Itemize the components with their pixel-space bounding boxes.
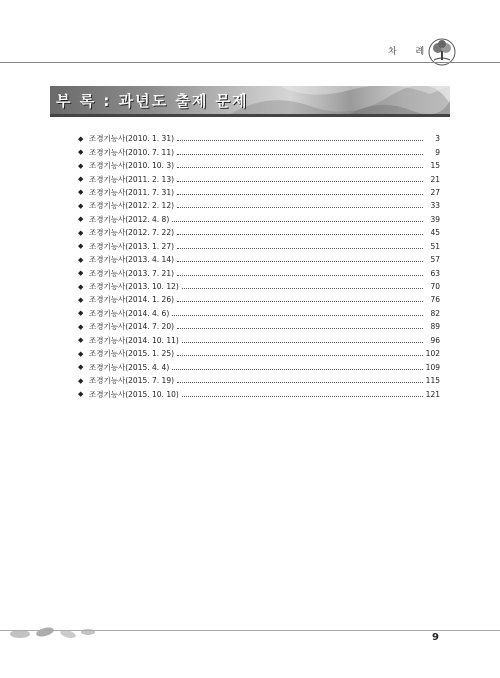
toc-entry — [78, 334, 440, 347]
toc-entry-label: 조경기능사(2013. 4. 14) — [89, 255, 175, 265]
diamond-bullet-icon: ◆ — [78, 242, 84, 251]
banner-title: 부 록 : 과년도 출제 문제 — [56, 92, 249, 110]
toc-entry — [78, 360, 440, 373]
toc-entry — [78, 172, 440, 185]
section-banner — [50, 86, 450, 117]
toc-dot-leader — [177, 328, 423, 329]
toc-entry-label: 조경기능사(2014. 4. 6) — [89, 308, 170, 318]
toc-entry-page: 115 — [425, 376, 440, 386]
toc-entry-label: 조경기능사(2015. 7. 19) — [89, 376, 175, 386]
header-section-label: 차 례 — [388, 47, 433, 57]
toc-entry-page: 45 — [430, 228, 440, 238]
toc-entry-page: 21 — [430, 174, 440, 184]
toc-dot-leader — [177, 207, 423, 208]
toc-entry — [78, 240, 440, 253]
toc-entry-label: 조경기능사(2014. 7. 20) — [89, 322, 175, 332]
toc-entry-label: 조경기능사(2014. 1. 26) — [89, 295, 175, 305]
toc-entry — [78, 266, 440, 279]
toc-entry-page: 39 — [430, 214, 440, 224]
toc-entry-label: 조경기능사(2013. 10. 12) — [89, 282, 179, 292]
toc-entry-label: 조경기능사(2012. 2. 12) — [89, 201, 175, 211]
diamond-bullet-icon: ◆ — [78, 322, 84, 331]
toc-entry — [78, 307, 440, 320]
toc-entry — [78, 145, 440, 158]
toc-entry — [78, 320, 440, 333]
toc-dot-leader — [172, 369, 422, 370]
diamond-bullet-icon: ◆ — [78, 201, 84, 210]
toc-entry-label: 조경기능사(2010. 7. 11) — [89, 147, 175, 157]
toc-entry-page: 109 — [425, 362, 440, 372]
toc-entry — [78, 213, 440, 226]
toc-entry-page: 33 — [430, 201, 440, 211]
diamond-bullet-icon: ◆ — [78, 188, 84, 197]
toc-dot-leader — [182, 288, 423, 289]
toc-entry — [78, 253, 440, 266]
toc-entry — [78, 199, 440, 212]
diamond-bullet-icon: ◆ — [78, 255, 84, 264]
toc-dot-leader — [177, 140, 423, 141]
toc-entry-page: 70 — [430, 282, 440, 292]
toc-entry-page: 27 — [430, 187, 440, 197]
toc-entry-page: 51 — [430, 241, 440, 251]
toc-entry-label: 조경기능사(2010. 1. 31) — [89, 134, 175, 144]
toc-entry-label: 조경기능사(2015. 10. 10) — [89, 389, 179, 399]
diamond-bullet-icon: ◆ — [78, 282, 84, 291]
diamond-bullet-icon: ◆ — [78, 228, 84, 237]
toc-entry-page: 15 — [430, 161, 440, 171]
toc-dot-leader — [177, 181, 423, 182]
toc-dot-leader — [177, 167, 423, 168]
toc-dot-leader — [177, 234, 423, 235]
toc-entry-label: 조경기능사(2015. 1. 25) — [89, 349, 175, 359]
header-divider — [0, 62, 500, 63]
toc-dot-leader — [172, 221, 423, 222]
toc-dot-leader — [177, 355, 423, 356]
toc-entry — [78, 186, 440, 199]
toc-entry — [78, 132, 440, 145]
diamond-bullet-icon: ◆ — [78, 269, 84, 278]
toc-entry — [78, 159, 440, 172]
toc-entry-page: 96 — [430, 335, 440, 345]
page-number: 9 — [432, 632, 439, 643]
toc-dot-leader — [177, 301, 423, 302]
diamond-bullet-icon: ◆ — [78, 148, 84, 157]
toc-dot-leader — [177, 154, 423, 155]
toc-entry-page: 82 — [430, 308, 440, 318]
toc-entry-page: 76 — [430, 295, 440, 305]
toc-entry-page: 57 — [430, 255, 440, 265]
toc-entry-page: 89 — [430, 322, 440, 332]
footer-leaf-decoration — [0, 622, 120, 642]
toc-entry-label: 조경기능사(2011. 7. 31) — [89, 187, 175, 197]
diamond-bullet-icon: ◆ — [78, 363, 84, 372]
toc-dot-leader — [182, 396, 423, 397]
toc-entry — [78, 293, 440, 306]
toc-entry-page: 102 — [425, 349, 440, 359]
diamond-bullet-icon: ◆ — [78, 376, 84, 385]
toc-entry-page: 121 — [425, 389, 440, 399]
diamond-bullet-icon: ◆ — [78, 295, 84, 304]
toc-entry-label: 조경기능사(2011. 2. 13) — [89, 174, 175, 184]
toc-entry — [78, 387, 440, 400]
diamond-bullet-icon: ◆ — [78, 390, 84, 399]
diamond-bullet-icon: ◆ — [78, 309, 84, 318]
toc-list — [78, 132, 440, 401]
toc-dot-leader — [177, 248, 423, 249]
toc-entry-label: 조경기능사(2013. 7. 21) — [89, 268, 175, 278]
toc-entry-page: 3 — [435, 134, 440, 144]
toc-entry-page: 9 — [435, 147, 440, 157]
toc-entry-label: 조경기능사(2012. 7. 22) — [89, 228, 175, 238]
diamond-bullet-icon: ◆ — [78, 134, 84, 143]
diamond-bullet-icon: ◆ — [78, 175, 84, 184]
toc-entry — [78, 280, 440, 293]
toc-entry — [78, 347, 440, 360]
toc-entry-label: 조경기능사(2010. 10. 3) — [89, 161, 175, 171]
toc-entry-label: 조경기능사(2014. 10. 11) — [89, 335, 179, 345]
toc-entry-page: 63 — [430, 268, 440, 278]
diamond-bullet-icon: ◆ — [78, 215, 84, 224]
toc-dot-leader — [177, 261, 423, 262]
diamond-bullet-icon: ◆ — [78, 161, 84, 170]
toc-entry — [78, 226, 440, 239]
diamond-bullet-icon: ◆ — [78, 349, 84, 358]
toc-dot-leader — [177, 275, 423, 276]
diamond-bullet-icon: ◆ — [78, 336, 84, 345]
footer-divider — [0, 630, 500, 631]
toc-entry-label: 조경기능사(2012. 4. 8) — [89, 214, 170, 224]
toc-dot-leader — [177, 382, 423, 383]
toc-dot-leader — [172, 315, 423, 316]
toc-entry-label: 조경기능사(2015. 4. 4) — [89, 362, 170, 372]
toc-dot-leader — [182, 342, 423, 343]
toc-entry-label: 조경기능사(2013. 1. 27) — [89, 241, 175, 251]
toc-dot-leader — [177, 194, 423, 195]
toc-entry — [78, 374, 440, 387]
